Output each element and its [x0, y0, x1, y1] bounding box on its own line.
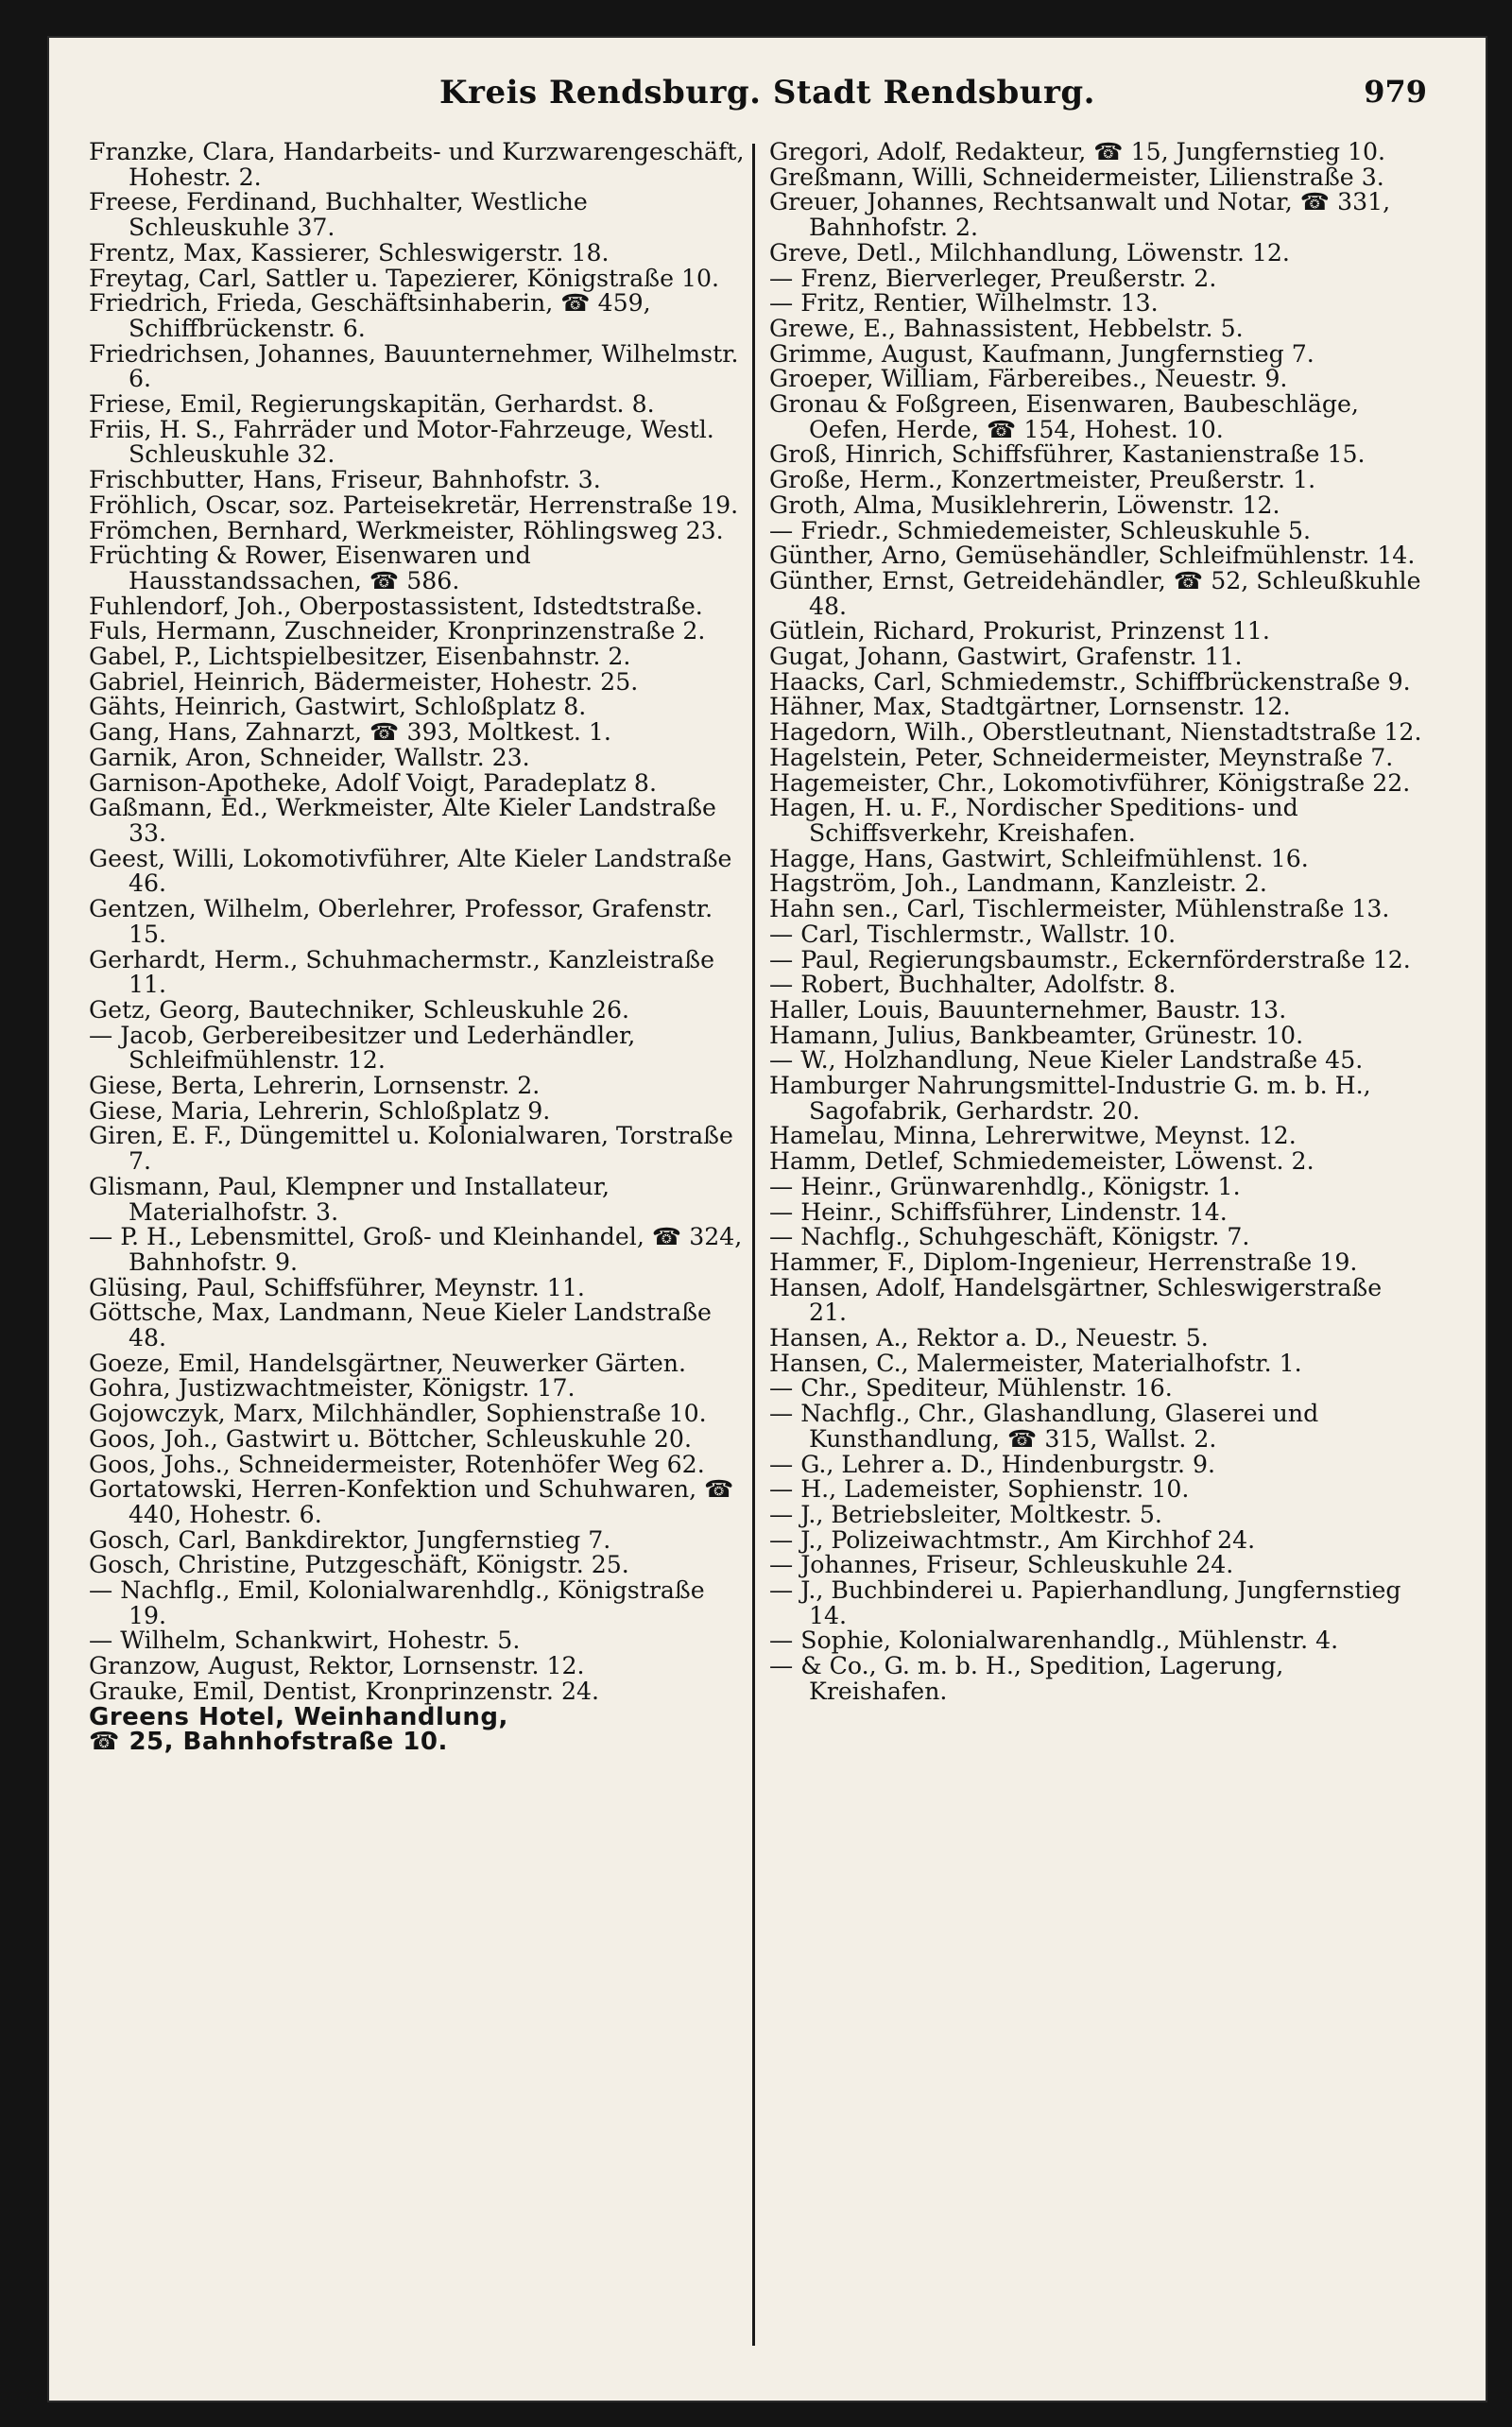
directory-entry: Hagen, H. u. F., Nordischer Speditions- und Schiffsverkehr, Kreishafen. [769, 794, 1298, 847]
directory-entry: — Frenz, Bierverleger, Preußerstr. 2. [769, 264, 1217, 292]
directory-entry: Freese, Ferdinand, Buchhalter, Westliche Schleuskuhle 37. [89, 188, 588, 242]
directory-entry: Goeze, Emil, Handelsgärtner, Neuwerker Gärten. [89, 1349, 687, 1377]
directory-entry: Hansen, C., Malermeister, Materialhofstr. 1. [769, 1349, 1302, 1377]
directory-entry: — Jacob, Gerbereibesitzer und Lederhändler, Schleifmühlenstr. 12. [89, 1021, 636, 1075]
directory-entry: Greßmann, Willi, Schneidermeister, Lilienstraße 3. [769, 163, 1384, 191]
directory-entry: Hähner, Max, Stadtgärtner, Lornsenstr. 12. [769, 693, 1291, 721]
directory-entry: Glüsing, Paul, Schiffsführer, Meynstr. 11. [89, 1273, 585, 1301]
directory-entry: Hansen, A., Rektor a. D., Neuestr. 5. [769, 1324, 1209, 1352]
directory-entry: — Nachflg., Emil, Kolonialwarenhdlg., Königstraße 19. [89, 1576, 705, 1629]
directory-entry: Garnik, Aron, Schneider, Wallstr. 23. [89, 743, 530, 771]
page-header [49, 74, 1486, 130]
directory-entry: Franzke, Clara, Handarbeits- und Kurzwarengeschäft, Hohestr. 2. [89, 140, 745, 191]
page-title: Kreis Rendsburg. Stadt Rendsburg. [438, 74, 1095, 112]
directory-entry: Hahn sen., Carl, Tischlermeister, Mühlenstraße 13. [769, 895, 1390, 923]
directory-entry: Gojowczyk, Marx, Milchhändler, Sophienstraße 10. [89, 1400, 707, 1428]
directory-entry: Groeper, William, Färbereibes., Neuestr. 9. [769, 365, 1288, 393]
directory-entry: — P. H., Lebensmittel, Groß- und Kleinhandel, ☎ 324, Bahnhofstr. 9. [89, 1223, 743, 1276]
directory-entry: Hammer, F., Diplom-Ingenieur, Herrenstraße 19. [769, 1248, 1358, 1276]
directory-entry: Gosch, Carl, Bankdirektor, Jungfernstieg 7. [89, 1525, 611, 1554]
directory-entry: Gütlein, Richard, Prokurist, Prinzenst 11. [769, 617, 1270, 645]
page-number: 979 [1364, 74, 1427, 110]
directory-entry: — G., Lehrer a. D., Hindenburgstr. 9. [769, 1450, 1215, 1478]
directory-entry: Friese, Emil, Regierungskapitän, Gerhardst. 8. [89, 390, 655, 419]
directory-entry: — Nachflg., Schuhgeschäft, Königstr. 7. [769, 1223, 1250, 1251]
directory-entry: Hagedorn, Wilh., Oberstleutnant, Nienstadtstraße 12. [769, 718, 1422, 747]
directory-entry: Gronau & Foßgreen, Eisenwaren, Baubeschläge, Oefen, Herde, ☎ 154, Hohest. 10. [769, 390, 1359, 443]
directory-entry: — J., Buchbinderei u. Papierhandlung, Jungfernstieg 14. [769, 1576, 1401, 1629]
directory-entry: Frömchen, Bernhard, Werkmeister, Röhlingsweg 23. [89, 516, 724, 544]
directory-entry: Grewe, E., Bahnassistent, Hebbelstr. 5. [769, 314, 1244, 342]
advertisement-line: Greens Hotel, Weinhandlung, [89, 1702, 508, 1731]
directory-entry: Goos, Johs., Schneidermeister, Rotenhöfer Weg 62. [89, 1450, 705, 1478]
directory-entry: Hansen, Adolf, Handelsgärtner, Schleswigerstraße 21. [769, 1273, 1383, 1327]
directory-entry: Gerhardt, Herm., Schuhmachermstr., Kanzleistraße 11. [89, 945, 715, 999]
directory-entry: Goos, Joh., Gastwirt u. Böttcher, Schleuskuhle 20. [89, 1424, 692, 1453]
directory-entry: Hagström, Joh., Landmann, Kanzleistr. 2. [769, 869, 1267, 898]
directory-entry: Hagge, Hans, Gastwirt, Schleifmühlenst. 16. [769, 844, 1309, 872]
directory-entry: — J., Betriebsleiter, Moltkestr. 5. [769, 1500, 1162, 1528]
directory-entry: — Carl, Tischlermstr., Wallstr. 10. [769, 920, 1177, 948]
directory-entry: — Wilhelm, Schankwirt, Hohestr. 5. [89, 1627, 521, 1655]
directory-entry: Grimme, August, Kaufmann, Jungfernstieg 7. [769, 339, 1314, 368]
directory-page [49, 38, 1486, 2401]
directory-entry: Früchting & Rower, Eisenwaren und Hausstandssachen, ☎ 586. [89, 542, 531, 594]
directory-entry: Gähts, Heinrich, Gastwirt, Schloßplatz 8. [89, 693, 587, 721]
directory-entry: Geest, Willi, Lokomotivführer, Alte Kieler Landstraße 46. [89, 844, 732, 898]
advertisement-line: ☎ 25, Bahnhofstraße 10. [89, 1728, 448, 1757]
directory-entry: — J., Polizeiwachtmstr., Am Kirchhof 24. [769, 1525, 1256, 1554]
directory-entry: — Fritz, Rentier, Wilhelmstr. 13. [769, 289, 1159, 318]
directory-entry: Hamann, Julius, Bankbeamter, Grünestr. 10. [769, 1021, 1304, 1049]
directory-entry: — Nachflg., Chr., Glashandlung, Glaserei und Kunsthandlung, ☎ 315, Wallst. 2. [769, 1400, 1319, 1453]
directory-entry: — Chr., Spediteur, Mühlenstr. 16. [769, 1374, 1173, 1403]
directory-entry: Haller, Louis, Bauunternehmer, Baustr. 13. [769, 995, 1287, 1024]
directory-entry: Göttsche, Max, Landmann, Neue Kieler Landstraße 48. [89, 1299, 712, 1352]
directory-entry: Freytag, Carl, Sattler u. Tapezierer, Königstraße 10. [89, 264, 720, 292]
column-divider [752, 144, 755, 2346]
directory-entry: Gregori, Adolf, Redakteur, ☎ 15, Jungfernstieg 10. [769, 140, 1386, 165]
directory-entry: Gentzen, Wilhelm, Oberlehrer, Professor, Grafenstr. 15. [89, 895, 713, 948]
directory-entry: Fröhlich, Oscar, soz. Parteisekretär, Herrenstraße 19. [89, 491, 739, 519]
directory-entry: Hagemeister, Chr., Lokomotivführer, Königstraße 22. [769, 768, 1411, 797]
directory-entry: Gosch, Christine, Putzgeschäft, Königstr. 25. [89, 1551, 629, 1579]
directory-entry: Hamm, Detlef, Schmiedemeister, Löwenst. 2. [769, 1147, 1314, 1176]
directory-entry: Grauke, Emil, Dentist, Kronprinzenstr. 24. [89, 1677, 600, 1705]
directory-entry: — Johannes, Friseur, Schleuskuhle 24. [769, 1551, 1234, 1579]
directory-entry: Gortatowski, Herren-Konfektion und Schuhwaren, ☎ 440, Hohestr. 6. [89, 1475, 734, 1528]
directory-entry: Günther, Ernst, Getreidehändler, ☎ 52, Schleußkuhle 48. [769, 566, 1421, 620]
directory-entry: Gabel, P., Lichtspielbesitzer, Eisenbahnstr. 2. [89, 643, 631, 671]
directory-entry: Haacks, Carl, Schmiedemstr., Schiffbrückenstraße 9. [769, 667, 1411, 696]
directory-entry: Greve, Detl., Milchhandlung, Löwenstr. 12. [769, 238, 1290, 267]
directory-entry: Glismann, Paul, Klempner und Installateur, Materialhofstr. 3. [89, 1172, 610, 1226]
directory-entry: — Friedr., Schmiedemeister, Schleuskuhle 5. [769, 516, 1312, 544]
directory-entry: Hamburger Nahrungsmittel-Industrie G. m. b. H., Sagofabrik, Gerhardstr. 20. [769, 1072, 1371, 1125]
directory-entry: Granzow, August, Rektor, Lornsenstr. 12. [89, 1652, 585, 1680]
directory-entry: Hamelau, Minna, Lehrerwitwe, Meynst. 12. [769, 1122, 1297, 1150]
directory-entry: — Paul, Regierungsbaumstr., Eckernförderstraße 12. [769, 945, 1411, 973]
directory-entry: Greuer, Johannes, Rechtsanwalt und Notar, ☎ 331, Bahnhofstr. 2. [769, 188, 1391, 242]
directory-entry: Giren, E. F., Düngemittel u. Kolonialwaren, Torstraße 7. [89, 1122, 733, 1176]
directory-entry: Gang, Hans, Zahnarzt, ☎ 393, Moltkest. 1. [89, 718, 611, 747]
directory-entry: Große, Herm., Konzertmeister, Preußerstr. 1. [769, 466, 1316, 494]
directory-entry: Getz, Georg, Bautechniker, Schleuskuhle 26. [89, 995, 630, 1024]
right-column [769, 140, 1426, 2399]
directory-entry: — Sophie, Kolonialwarenhandlg., Mühlenstr. 4. [769, 1627, 1339, 1655]
directory-entry: Friis, H. S., Fahrräder und Motor-Fahrzeuge, Westl. Schleuskuhle 32. [89, 415, 714, 469]
directory-entry: — H., Lademeister, Sophienstr. 10. [769, 1475, 1190, 1504]
directory-entry: Hagelstein, Peter, Schneidermeister, Meynstraße 7. [769, 743, 1394, 771]
directory-entry: Gabriel, Heinrich, Bädermeister, Hohestr. 25. [89, 667, 639, 696]
directory-entry: Gugat, Johann, Gastwirt, Grafenstr. 11. [769, 643, 1243, 671]
directory-entry: Garnison-Apotheke, Adolf Voigt, Paradeplatz 8. [89, 768, 657, 797]
left-column [89, 140, 746, 2399]
directory-entry: Groth, Alma, Musiklehrerin, Löwenstr. 12. [769, 491, 1280, 519]
directory-entry: Frentz, Max, Kassierer, Schleswigerstr. 18. [89, 238, 610, 267]
directory-entry: Frischbutter, Hans, Friseur, Bahnhofstr. 3. [89, 466, 601, 494]
directory-entry: — & Co., G. m. b. H., Spedition, Lagerung, Kreishafen. [769, 1652, 1284, 1705]
directory-entry: — Heinr., Schiffsführer, Lindenstr. 14. [769, 1197, 1228, 1226]
directory-entry: Friedrichsen, Johannes, Bauunternehmer, Wilhelmstr. 6. [89, 339, 739, 393]
directory-entry: — Heinr., Grünwarenhdlg., Königstr. 1. [769, 1172, 1241, 1200]
directory-entry: Giese, Berta, Lehrerin, Lornsenstr. 2. [89, 1072, 541, 1100]
directory-entry: Gaßmann, Ed., Werkmeister, Alte Kieler Landstraße 33. [89, 794, 716, 847]
directory-entry: Fuls, Hermann, Zuschneider, Kronprinzenstraße 2. [89, 617, 706, 645]
directory-entry: Günther, Arno, Gemüsehändler, Schleifmühlenstr. 14. [769, 542, 1416, 570]
directory-entry: Giese, Maria, Lehrerin, Schloßplatz 9. [89, 1096, 551, 1125]
directory-entry: — W., Holzhandlung, Neue Kieler Landstraße 45. [769, 1046, 1364, 1075]
directory-entry: Gohra, Justizwachtmeister, Königstr. 17. [89, 1374, 576, 1403]
directory-entry: Fuhlendorf, Joh., Oberpostassistent, Idstedtstraße. [89, 592, 703, 620]
directory-entry: — Robert, Buchhalter, Adolfstr. 8. [769, 971, 1177, 999]
directory-entry: Friedrich, Frieda, Geschäftsinhaberin, ☎ 459, Schiffbrückenstr. 6. [89, 289, 651, 342]
directory-entry: Groß, Hinrich, Schiffsführer, Kastanienstraße 15. [769, 440, 1366, 469]
